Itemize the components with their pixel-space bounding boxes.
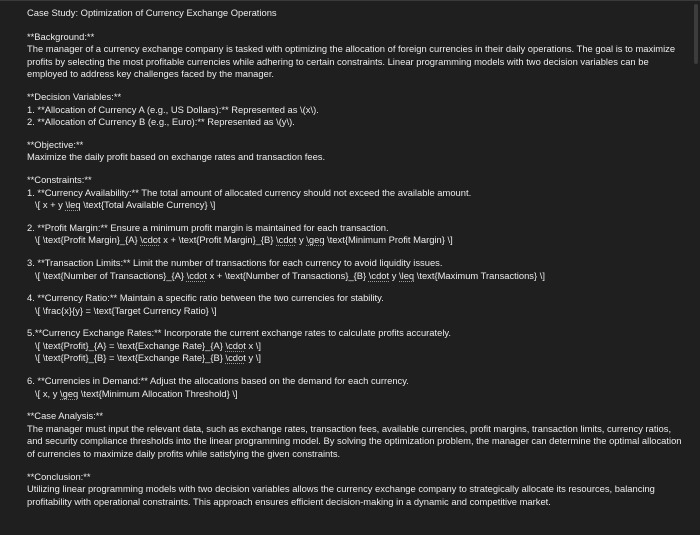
objective-text: Maximize the daily profit based on exchange rates and transaction fees. bbox=[27, 151, 326, 163]
document-content bbox=[27, 7, 686, 508]
formula-part: \text{Minimum Allocation Threshold} \] bbox=[78, 387, 238, 399]
formula-operator: \cdot bbox=[225, 339, 246, 351]
case-analysis-heading: **Case Analysis:** bbox=[27, 410, 104, 422]
constraint-currencies-in-demand bbox=[27, 375, 686, 400]
formula-part: \[ x + y bbox=[35, 199, 66, 211]
formula-part: \text{Maximum Transactions} \] bbox=[414, 269, 545, 281]
formula-part: y bbox=[389, 269, 400, 281]
background-section bbox=[27, 31, 686, 81]
formula-part: x + \text{Number of Transactions}_{B} bbox=[206, 269, 369, 281]
constraint-text: 2. **Profit Margin:** Ensure a minimum profit margin is maintained for each transaction. bbox=[27, 221, 389, 233]
decision-variables-heading: **Decision Variables:** bbox=[27, 90, 122, 102]
conclusion-section bbox=[27, 471, 686, 509]
formula-operator: \geq bbox=[60, 387, 79, 399]
conclusion-heading: **Conclusion:** bbox=[27, 470, 91, 482]
formula-part: y \] bbox=[245, 352, 261, 364]
constraint-formula bbox=[27, 234, 686, 247]
constraint-currency-ratio bbox=[27, 292, 686, 317]
formula-part: \[ \text{Profit}_{A} = \text{Exchange Rate}_{A} bbox=[35, 339, 226, 351]
formula-operator: \cdot bbox=[186, 269, 207, 281]
formula-part: x + \text{Profit Margin}_{B} bbox=[160, 234, 277, 246]
background-heading: **Background:** bbox=[27, 30, 95, 42]
constraint-text: 3. **Transaction Limits:** Limit the number of transactions for each currency to avoid liquidity issues. bbox=[27, 256, 443, 268]
constraint-formula: \[ \frac{x}{y} = \text{Target Currency Ratio} \] bbox=[35, 304, 217, 316]
decision-variable-item: 2. **Allocation of Currency B (e.g., Euro):** Represented as \(y\). bbox=[27, 116, 295, 128]
constraint-transaction-limits bbox=[27, 257, 686, 282]
vertical-scrollbar[interactable] bbox=[694, 4, 698, 64]
formula-operator: \cdot bbox=[225, 352, 246, 364]
constraint-formula bbox=[27, 388, 686, 401]
formula-part: \[ \text{Profit Margin}_{A} bbox=[35, 234, 141, 246]
constraint-formula bbox=[27, 352, 686, 365]
formula-part: \text{Minimum Profit Margin} \] bbox=[324, 234, 453, 246]
constraint-exchange-rates bbox=[27, 327, 686, 365]
constraint-currency-availability bbox=[27, 187, 686, 212]
formula-part: \[ \text{Number of Transactions}_{A} bbox=[35, 269, 187, 281]
case-analysis-section bbox=[27, 410, 686, 460]
formula-part: x \] bbox=[245, 339, 261, 351]
formula-part: \text{Total Available Currency} \] bbox=[80, 199, 216, 211]
background-text: The manager of a currency exchange company is tasked with optimizing the allocation of foreign currencies in their daily operations. The goal is to maximize profits by selecting the most profitable currencies while adhering to certain constraints. Linear programming models with two decision variables can be employed to address key challenges faced by the manager. bbox=[27, 43, 676, 80]
document-title: Case Study: Optimization of Currency Exchange Operations bbox=[27, 7, 277, 18]
constraint-formula bbox=[27, 270, 686, 283]
constraint-text: 5.**Currency Exchange Rates:** Incorporate the current exchange rates to calculate profits accurately. bbox=[27, 327, 452, 339]
constraint-formula bbox=[27, 340, 686, 353]
formula-part: \[ \text{Profit}_{B} = \text{Exchange Rate}_{B} bbox=[35, 352, 226, 364]
formula-operator: \cdot bbox=[368, 269, 390, 281]
objective-heading: **Objective:** bbox=[27, 138, 84, 150]
formula-part: \[ x, y bbox=[35, 387, 61, 399]
objective-section bbox=[27, 139, 686, 164]
constraints-section bbox=[27, 174, 686, 400]
decision-variables-section bbox=[27, 91, 686, 129]
formula-operator: \leq bbox=[65, 199, 81, 211]
formula-part: y bbox=[296, 234, 307, 246]
formula-operator: \leq bbox=[399, 269, 415, 281]
constraint-text: 6. **Currencies in Demand:** Adjust the allocations based on the demand for each currency. bbox=[27, 375, 409, 387]
formula-operator: \geq bbox=[306, 234, 325, 246]
constraint-formula bbox=[27, 199, 686, 212]
constraint-profit-margin bbox=[27, 222, 686, 247]
constraints-heading: **Constraints:** bbox=[27, 173, 92, 185]
formula-operator: \cdot bbox=[140, 234, 161, 246]
constraint-text: 1. **Currency Availability:** The total amount of allocated currency should not exceed the available amount. bbox=[27, 186, 472, 198]
case-analysis-text: The manager must input the relevant data, such as exchange rates, transaction fees, available currencies, profit margins, transaction limits, currency ratios, and security compliance thresholds into the linear programming model. By solving the optimization problem, the manager can determine the optimal allocation of currencies to maximize daily profits while satisfying the given constraints. bbox=[27, 422, 682, 460]
decision-variable-item: 1. **Allocation of Currency A (e.g., US Dollars):** Represented as \(x\). bbox=[27, 103, 319, 115]
formula-operator: \cdot bbox=[276, 234, 297, 246]
conclusion-text: Utilizing linear programming models with two decision variables allows the currency exchange company to strategically allocate its resources, balancing profitability with operational constraints. This approach ensures efficient decision-making in a dynamic and competitive market. bbox=[27, 483, 655, 507]
constraint-text: 4. **Currency Ratio:** Maintain a specific ratio between the two currencies for stability. bbox=[27, 292, 384, 304]
